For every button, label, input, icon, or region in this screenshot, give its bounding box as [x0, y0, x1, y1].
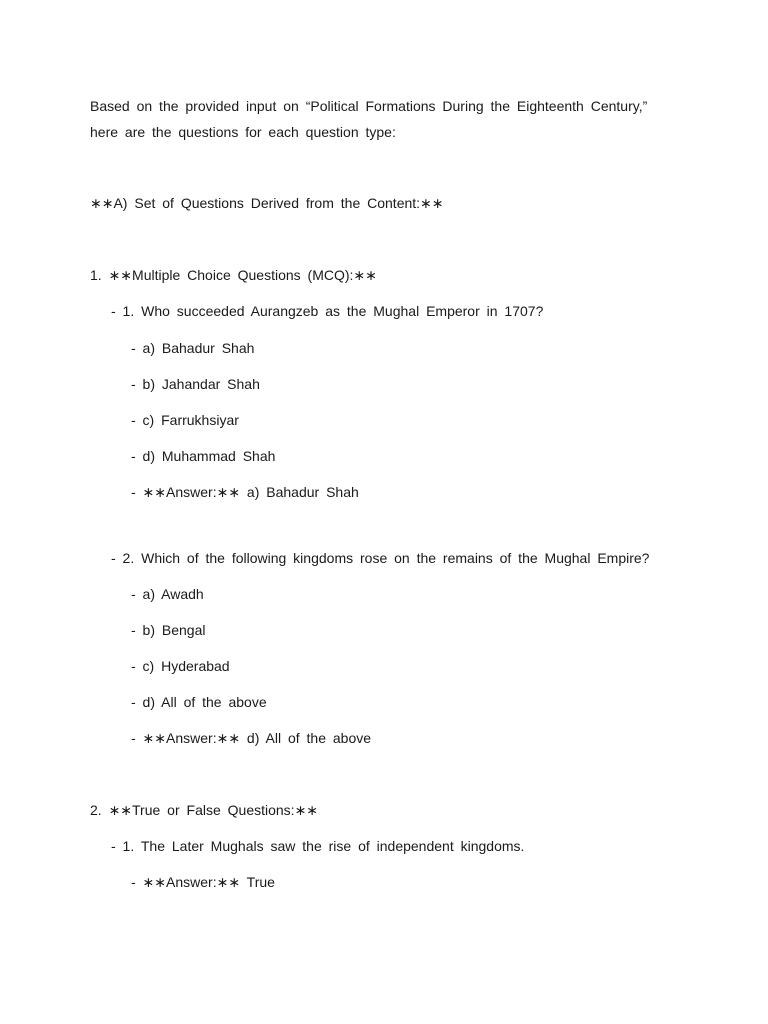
mcq-q2-option-a: - a) Awadh	[131, 586, 204, 602]
mcq-q2-option-c: - c) Hyderabad	[131, 658, 230, 674]
true-false-q1-answer: - ∗∗Answer:∗∗ True	[131, 874, 275, 890]
intro-line-1: Based on the provided input on “Political Formations During the Eighteenth Century,”	[90, 98, 648, 114]
mcq-q1-option-c: - c) Farrukhsiyar	[131, 412, 239, 428]
mcq-question-1: - 1. Who succeeded Aurangzeb as the Mughal Emperor in 1707?	[111, 303, 544, 319]
mcq-heading: 1. ∗∗Multiple Choice Questions (MCQ):∗∗	[90, 267, 377, 283]
true-false-heading: 2. ∗∗True or False Questions:∗∗	[90, 802, 319, 818]
mcq-q2-answer: - ∗∗Answer:∗∗ d) All of the above	[131, 730, 372, 746]
mcq-q1-option-d: - d) Muhammad Shah	[131, 448, 276, 464]
mcq-q2-option-d: - d) All of the above	[131, 694, 267, 710]
section-a-heading: ∗∗A) Set of Questions Derived from the Content:∗∗	[90, 195, 444, 211]
true-false-question-1: - 1. The Later Mughals saw the rise of independent kingdoms.	[111, 838, 525, 854]
intro-line-2: here are the questions for each question type:	[90, 124, 396, 140]
mcq-q1-option-b: - b) Jahandar Shah	[131, 376, 260, 392]
mcq-q1-option-a: - a) Bahadur Shah	[131, 340, 255, 356]
mcq-q1-answer: - ∗∗Answer:∗∗ a) Bahadur Shah	[131, 484, 359, 500]
mcq-q2-option-b: - b) Bengal	[131, 622, 206, 638]
mcq-question-2: - 2. Which of the following kingdoms rose on the remains of the Mughal Empire?	[111, 550, 650, 566]
